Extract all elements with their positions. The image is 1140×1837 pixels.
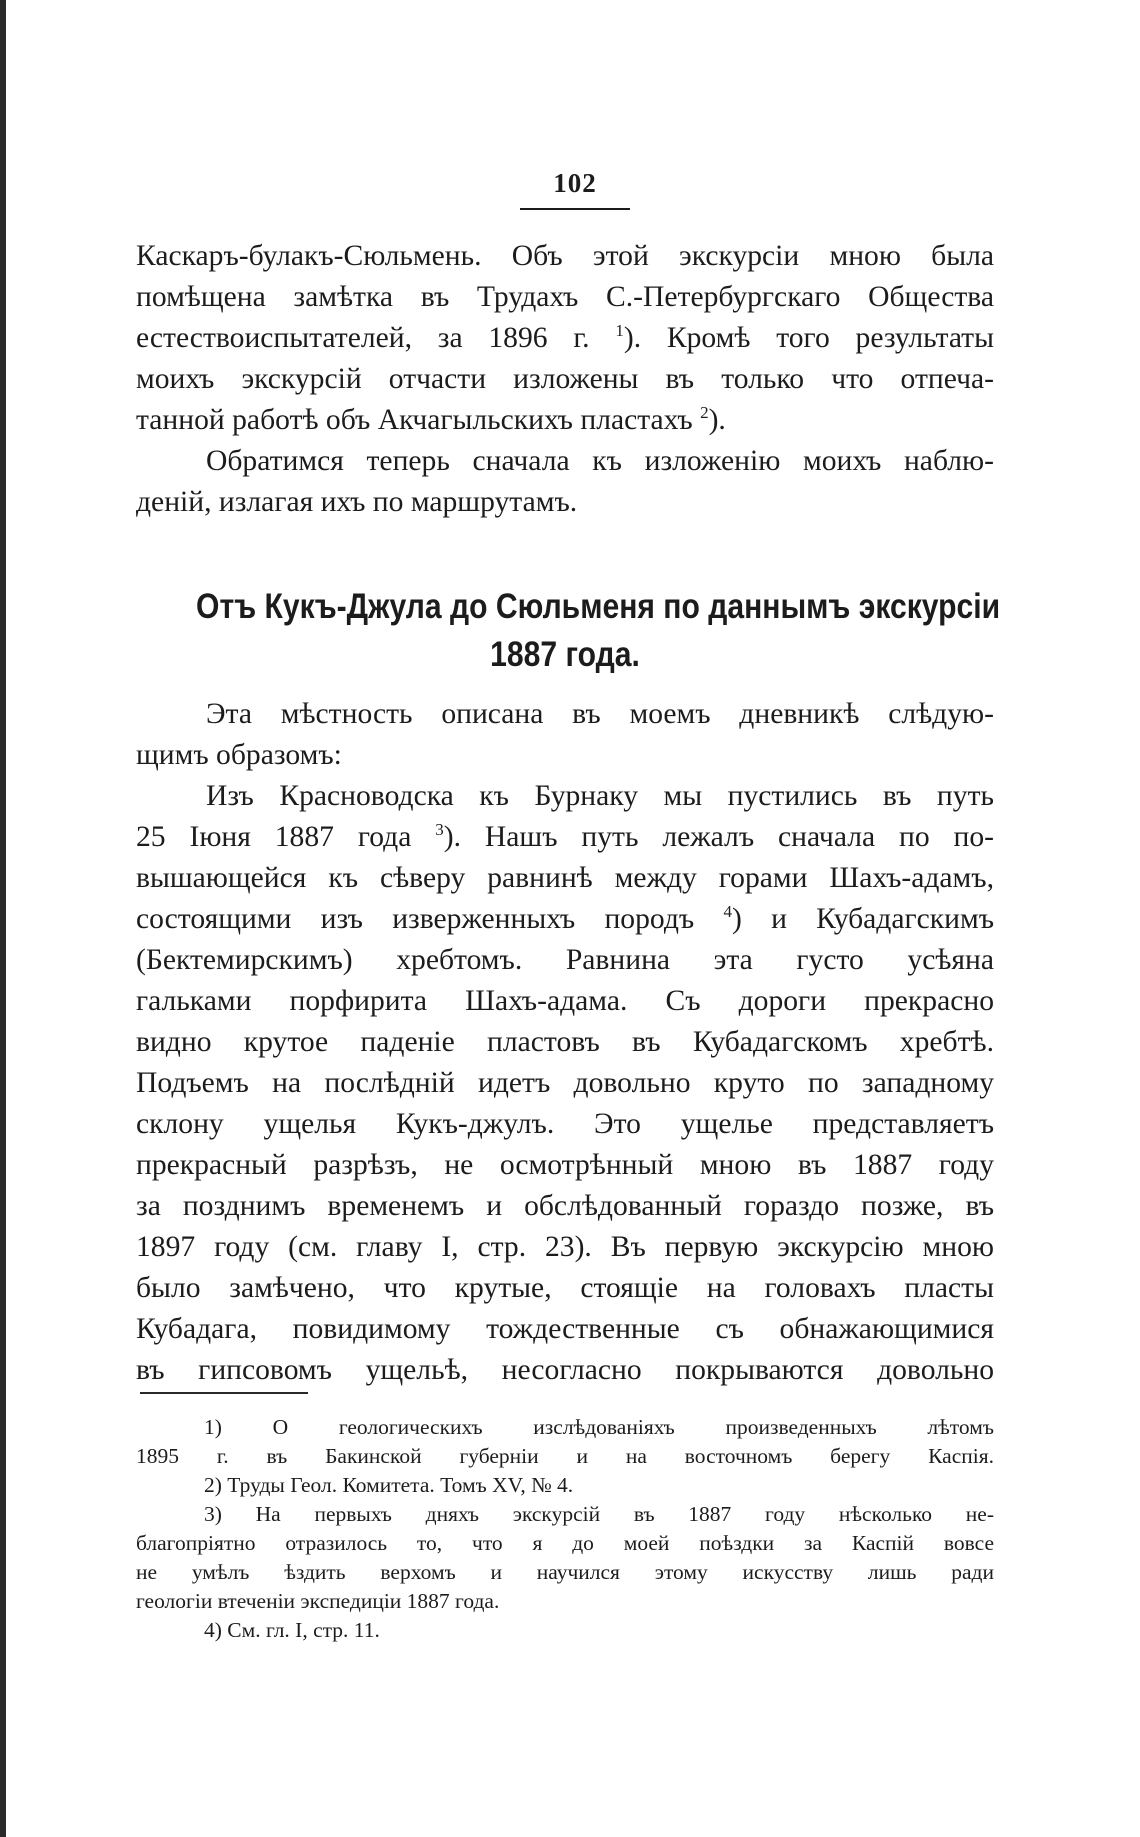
text-span: ). (708, 404, 726, 436)
text-line: Кубадага, повидимому тождественные съ обнажающимися (136, 1313, 994, 1345)
intro-paragraphs (136, 236, 994, 523)
text-line: щимъ образомъ: (136, 739, 342, 771)
text-line: Каскаръ-булакъ-Сюльмень. Объ этой экскурсіи мною была (136, 240, 994, 272)
footnote-ref: 1 (615, 321, 624, 341)
text-line: деній, излагая ихъ по маршрутамъ. (136, 486, 578, 518)
text-line: прекрасный разрѣзъ, не осмотрѣнный мною въ 1887 году (136, 1149, 994, 1181)
text-line: за позднимъ временемъ и обслѣдованный гораздо позже, въ (136, 1190, 994, 1222)
text-line: Эта мѣстность описана въ моемъ дневникѣ слѣдую- (206, 698, 994, 730)
text-line: гальками порфирита Шахъ-адама. Съ дороги прекрасно (136, 985, 994, 1017)
text-line: склону ущелья Кукъ-джулъ. Это ущелье представляетъ (136, 1108, 994, 1140)
footnote-rule (140, 1392, 308, 1394)
footnote-ref: 2 (700, 403, 709, 423)
body-paragraphs (136, 694, 994, 1391)
footnote-line: 1) О геологическихъ изслѣдованіяхъ произведенныхъ лѣтомъ (204, 1415, 994, 1439)
text-line: Подъемъ на послѣдній идетъ довольно круто по западному (136, 1067, 994, 1099)
text-line: въ гипсовомъ ущельѣ, несогласно покрываются довольно (136, 1354, 994, 1386)
text-line: вышающейся къ сѣверу равнинѣ между горами Шахъ-адамъ, (136, 862, 994, 894)
text-line (136, 899, 994, 940)
text-line: было замѣчено, что крутые, стоящіе на головахъ пласты (136, 1272, 994, 1304)
heading-line: 1887 года. (490, 635, 640, 674)
footnote-ref: 3 (435, 820, 444, 840)
footnote-line: благопріятно отразилось то, что я до моей поѣздки за Каспій вовсе (136, 1531, 994, 1555)
text-line: Изъ Красноводска къ Бурнаку мы пустились въ путь (206, 780, 994, 812)
text-line: 1897 году (см. главу I, стр. 23). Въ первую экскурсію мною (136, 1231, 994, 1263)
text-span: танной работѣ объ Акчагыльскихъ пластахъ (136, 404, 693, 436)
text-line: помѣщена замѣтка въ Трудахъ С.-Петербургскаго Общества (136, 281, 994, 313)
text-span: естествоиспытателей, за 1896 г. (136, 322, 590, 354)
footnotes (136, 1413, 994, 1645)
page-number: 102 (553, 168, 597, 198)
text-line: (Бектемирскимъ) хребтомъ. Равнина эта густо усѣяна (136, 944, 994, 976)
text-span: ) и Кубадагскимъ (731, 903, 994, 935)
footnote-ref: 4 (723, 902, 732, 922)
text-line: моихъ экскурсій отчасти изложены въ только что отпеча- (136, 363, 994, 395)
text-span: состоящими изъ изверженныхъ породъ (136, 903, 695, 935)
heading-line: Отъ Кукъ-Джула до Сюльменя по даннымъ экскурсіи (196, 587, 1001, 626)
footnote-line: 3) На первыхъ дняхъ экскурсій въ 1887 году нѣсколько не- (204, 1502, 994, 1526)
text-line (136, 400, 994, 441)
scan-edge (0, 0, 6, 1837)
footnote-line: 1895 г. въ Бакинской губерніи и на восточномъ берегу Каспія. (136, 1444, 994, 1468)
page-number-rule (520, 208, 630, 210)
footnote-line: 2) Труды Геол. Комитета. Томъ XV, № 4. (204, 1473, 574, 1497)
text-line (136, 318, 994, 359)
text-line: видно крутое паденіе пластовъ въ Кубадагскомъ хребтѣ. (136, 1026, 994, 1058)
text-line: Обратимся теперь сначала къ изложенію моихъ наблю- (206, 445, 994, 477)
footnote-line: геологіи втеченіи экспедиціи 1887 года. (136, 1589, 500, 1613)
text-span: ). Нашъ путь лежалъ сначала по по- (443, 821, 994, 853)
text-span: 25 Іюня 1887 года (136, 821, 412, 853)
section-heading (196, 583, 1001, 679)
text-line (136, 817, 994, 858)
footnote-line: 4) См. гл. I, стр. 11. (204, 1618, 380, 1642)
text-span: ). Кромѣ того результаты (623, 322, 994, 354)
footnote-line: не умѣлъ ѣздить верхомъ и научился этому искусству лишь ради (136, 1560, 994, 1584)
